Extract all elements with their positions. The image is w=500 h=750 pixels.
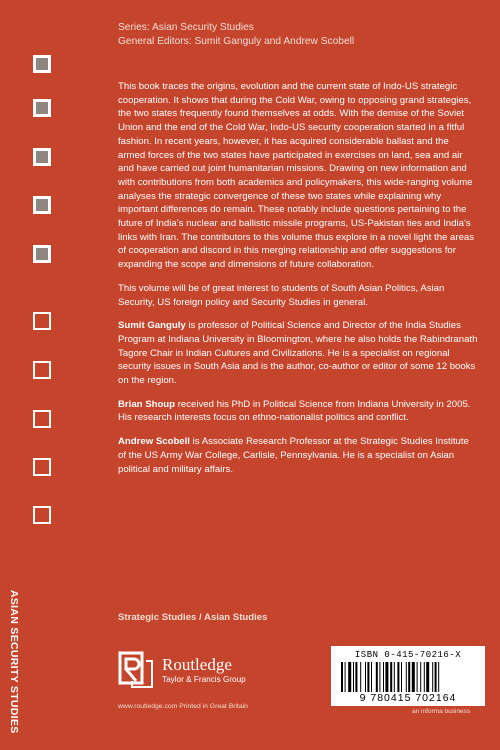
bio-text: is Associate Research Professor at the Strategic Studies Institute of the US Army War College, Carlisle, Pennsylvania. He is a specialist on Asian political and military affairs.	[118, 436, 469, 475]
bio-text: received his PhD in Political Science from Indiana University in 2005. His research interests focus on ethno-nationalist politics and conflict.	[118, 398, 471, 424]
series-title: Series: Asian Security Studies	[118, 22, 254, 33]
publisher-group: Taylor & Francis Group	[162, 675, 246, 684]
isbn-digits: 9 780415 702164	[359, 692, 457, 704]
series-editors: General Editors: Sumit Ganguly and Andrew Scobell	[118, 36, 355, 47]
isbn-barcode-box	[331, 646, 485, 706]
bio-paragraph	[118, 435, 478, 476]
publisher-footer: www.routledge.com Printed in Great Britain	[118, 703, 248, 710]
decorative-square	[33, 458, 51, 476]
isbn-label: ISBN 0-415-70216-X	[354, 650, 462, 660]
bio-name: Sumit Ganguly	[118, 320, 186, 332]
routledge-logo-icon	[118, 651, 154, 689]
barcode-icon	[341, 662, 475, 692]
description-paragraph: This book traces the origins, evolution and the current state of Indo-US strategic cooperation. It shows that during the Cold War, owing to opposing grand strategies, the two states frequently found themselves at odds. With the demise of the Soviet Union and the end of the Cold War, Indo-US security cooperation started in a fitful fashion. In recent years, however, it has acquired considerable ballast and the armed forces of the two states have participated in exercises on land, sea and air and have carried out joint humanitarian missions. Drawing on new information and with contributions from both academics and policymakers, this wide-ranging volume analyses the strategic convergence of these two states while explaining why important differences do remain. These notably include questions pertaining to the future of India’s nuclear and ballistic missile programs, US-Pakistan ties and India’s links with Iran. The contributors to this volume thus explore in a novel light the areas of cooperation and discord in this merging relationship and offer suggestions for expanding the scope and dimensions of future collaboration.	[118, 81, 475, 271]
decorative-square	[33, 361, 51, 379]
description-paragraph: This volume will be of great interest to students of South Asian Politics, Asian Security, US foreign policy and Security Studies in general.	[118, 282, 445, 308]
decorative-square	[33, 55, 51, 73]
decorative-square	[33, 506, 51, 524]
decorative-square	[33, 245, 51, 263]
publisher-name: Routledge	[162, 655, 232, 674]
blurb	[118, 80, 478, 486]
series-info	[118, 21, 354, 49]
subject-category: Strategic Studies / Asian Studies	[118, 612, 268, 623]
spine-text: ASIAN SECURITY STUDIES	[8, 590, 20, 734]
bio-paragraph	[118, 319, 478, 388]
bio-text: is professor of Political Science and Director of the India Studies Program at Indiana University in Bloomington, where he also holds the Rabindranath Tagore Chair in Indian Cultures and Civilizations. He is a specialist on regional security issues in South Asia and is the author, co-author or editor of some 12 books on the region.	[118, 320, 478, 387]
publisher-logo	[118, 651, 318, 691]
informa-tagline: an informa business	[412, 708, 471, 715]
bio-paragraph	[118, 398, 478, 425]
decorative-square	[33, 312, 51, 330]
spine-label	[8, 590, 24, 734]
bio-name: Brian Shoup	[118, 398, 176, 410]
decorative-square	[33, 410, 51, 428]
decorative-square	[33, 196, 51, 214]
bio-name: Andrew Scobell	[118, 436, 190, 448]
decorative-square	[33, 148, 51, 166]
decorative-square	[33, 99, 51, 117]
